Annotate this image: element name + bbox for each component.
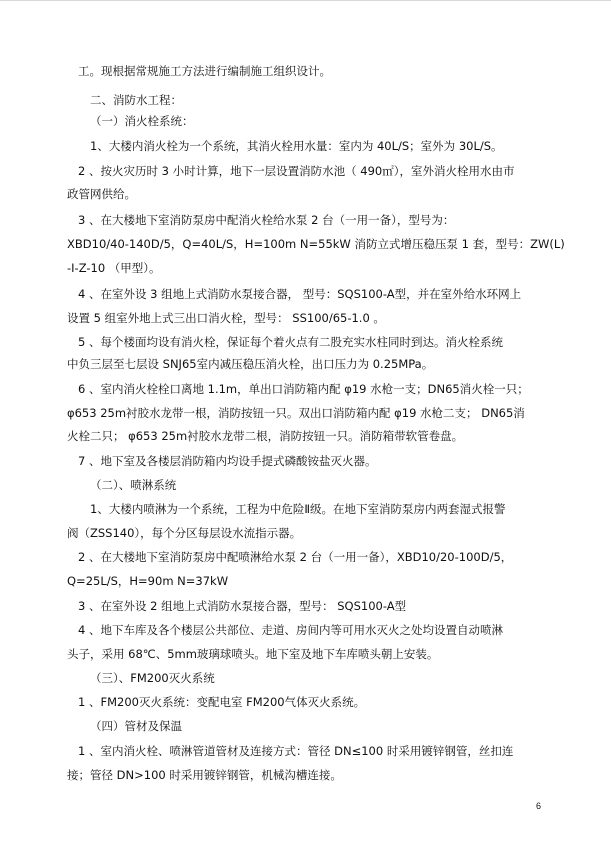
text-line: 3 、在大楼地下室消防泵房中配消火栓给水泵 2 台（一用一备），型号为：	[78, 213, 455, 227]
text-line: 接；管径 DN>100 时采用镀锌钢管，机械沟槽连接。	[67, 768, 342, 782]
text-line: 工。现根据常规施工方法进行编制施工组织设计。	[78, 64, 331, 78]
text-line: 7 、地下室及各楼层消防箱内均设手提式磷酸铵盐灭火器。	[78, 454, 377, 468]
text-line: 1 、FM200灭火系统：变配电室 FM200气体灭火系统。	[78, 695, 366, 709]
text-line: 6 、室内消火栓栓口离地 1.1m，单出口消防箱内配 φ19 水枪一支；DN65消火栓一只；	[78, 382, 529, 396]
text-line: 1、大楼内消火栓为一个系统，其消火栓用水量：室内为 40L/S；室外为 30L/S。	[90, 139, 503, 153]
text-line: 5 、每个楼面均设有消火栓，保证每个着火点有二股充实水柱同时到达。消火栓系统	[78, 335, 503, 349]
subsection-heading: （三）、FM200灭火系统	[90, 671, 215, 685]
text-line: -I-Z-10 （甲型）。	[67, 261, 161, 275]
text-line: 3 、在室外设 2 组地上式消防水泵接合器，型号： SQS100-A型	[78, 599, 407, 613]
text-line: XBD10/40-140D/5，Q=40L/S，H=100m N=55kW 消防立式增压稳压泵 1 套，型号：ZW(L)	[67, 237, 565, 251]
text-line: 2 、在大楼地下室消防泵房中配喷淋给水泵 2 台（一用一备），XBD10/20-100D/5，	[78, 550, 513, 564]
subsection-heading: （四）管材及保温	[90, 719, 182, 733]
text-line: 头子，采用 68℃、5mm玻璃球喷头。地下室及地下车库喷头朝上安装。	[67, 647, 439, 661]
text-line: 阀（ZSS140），每个分区每层设水流指示器。	[67, 526, 302, 540]
text-line: Q=25L/S，H=90m N=37kW	[67, 574, 229, 588]
text-line: 4 、地下车库及各个楼层公共部位、走道、房间内等可用水灭火之处均设置自动喷淋	[78, 623, 503, 637]
subsection-heading: （二）、喷淋系统	[90, 478, 177, 492]
text-line: 4 、在室外设 3 组地上式消防水泵接合器， 型号：SQS100-A型，并在室外给水环网上	[78, 287, 522, 301]
text-line: 政管网供给。	[67, 187, 136, 201]
text-line: 1、大楼内喷淋为一个系统，工程为中危险Ⅱ级。在地下室消防泵房内两套湿式报警	[90, 502, 506, 516]
section-heading: 二、消防水工程：	[90, 93, 182, 107]
page-number: 6	[536, 801, 542, 811]
text-line: 中负三层至七层设 SNJ65室内减压稳压消火栓，出口压力为 0.25MPa。	[67, 357, 434, 371]
text-line: 1 、室内消火栓、喷淋管道管材及连接方式：管径 DN≤100 时采用镀锌钢管，丝扣连	[78, 744, 514, 758]
text-line: φ653 25m衬胶水龙带一根，消防按钮一只。双出口消防箱内配 φ19 水枪二支； DN65消	[67, 406, 525, 420]
text-line: 火栓二只； φ653 25m衬胶水龙带二根，消防按钮一只。消防箱带软管卷盘。	[67, 429, 464, 443]
text-line: 2 、按火灾历时 3 小时计算，地下一层设置消防水池（ 490㎡），室外消火栓用水由市	[78, 164, 515, 178]
text-line: 设置 5 组室外地上式三出口消火栓，型号： SS100/65-1.0 。	[67, 311, 385, 325]
subsection-heading: （一）消火栓系统：	[90, 114, 194, 128]
